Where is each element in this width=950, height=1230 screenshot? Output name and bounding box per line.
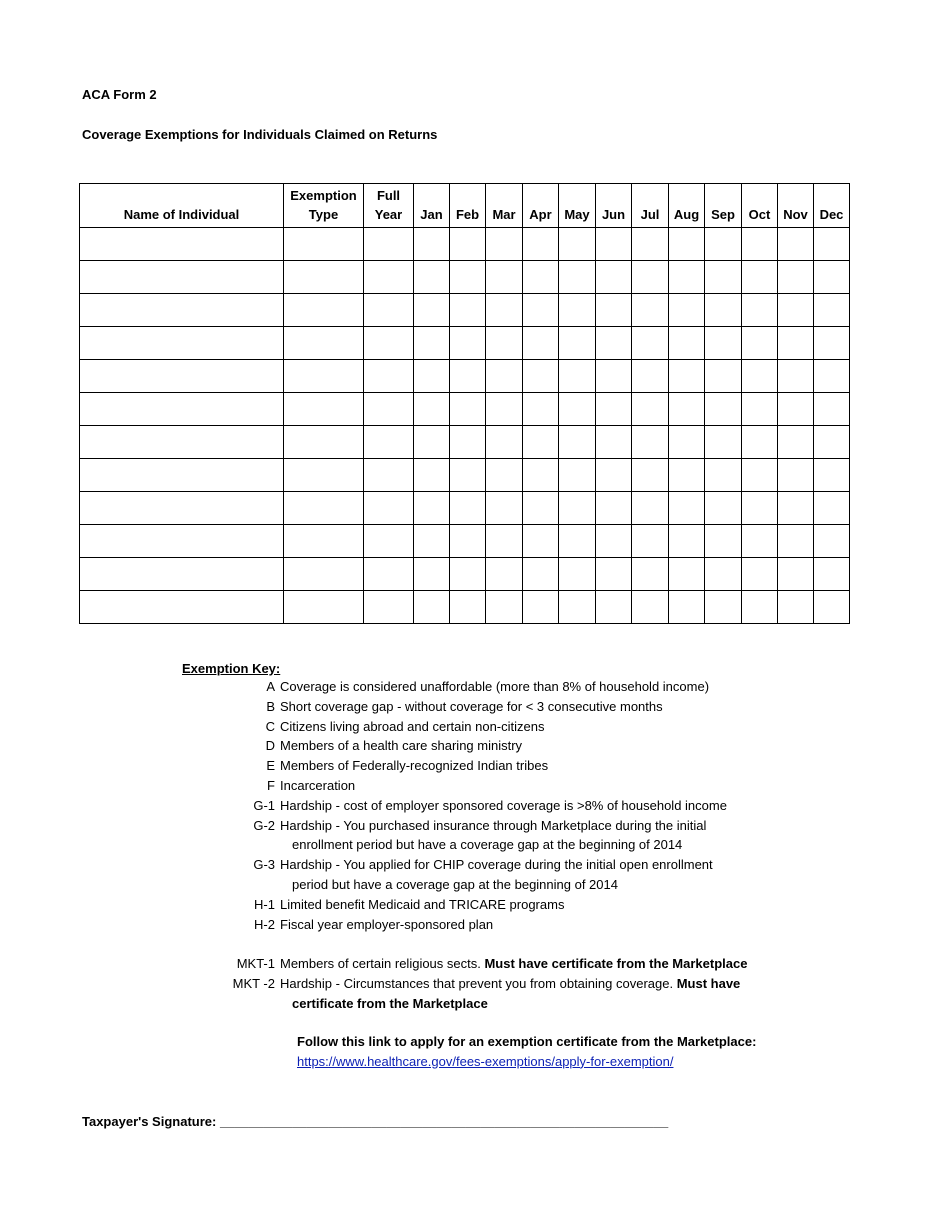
jun-cell[interactable]: [596, 327, 632, 360]
key-item-g2: [182, 816, 800, 856]
feb-cell[interactable]: [450, 228, 486, 261]
may-cell[interactable]: [559, 492, 596, 525]
jan-cell[interactable]: [414, 525, 450, 558]
nov-cell[interactable]: [778, 492, 814, 525]
col-feb: Feb: [450, 184, 486, 228]
mar-cell[interactable]: [486, 591, 523, 624]
aug-cell[interactable]: [669, 591, 705, 624]
table-row: [80, 327, 850, 360]
jul-cell[interactable]: [632, 393, 669, 426]
jul-cell[interactable]: [632, 261, 669, 294]
nov-cell[interactable]: [778, 360, 814, 393]
dec-cell[interactable]: [814, 591, 850, 624]
oct-cell[interactable]: [742, 228, 778, 261]
key-desc-line2: period but have a coverage gap at the beginning of 2014: [292, 876, 618, 892]
exemption-type-cell[interactable]: [284, 327, 364, 360]
key-desc: Incarceration: [280, 777, 356, 793]
exemption-type-cell[interactable]: [284, 261, 364, 294]
mar-cell[interactable]: [486, 393, 523, 426]
may-cell[interactable]: [559, 525, 596, 558]
jun-cell[interactable]: [596, 558, 632, 591]
key-code: MKT -2: [232, 976, 275, 992]
jan-cell[interactable]: [414, 591, 450, 624]
key-code: H-2: [254, 916, 275, 932]
oct-cell[interactable]: [742, 393, 778, 426]
full-year-cell[interactable]: [364, 228, 414, 261]
sep-cell[interactable]: [705, 294, 742, 327]
exemption-type-cell[interactable]: [284, 294, 364, 327]
col-full-line2: Year: [374, 207, 403, 222]
col-jun: Jun: [596, 184, 632, 228]
sep-cell[interactable]: [705, 591, 742, 624]
jun-cell[interactable]: [596, 492, 632, 525]
exemption-type-cell[interactable]: [284, 426, 364, 459]
jul-cell[interactable]: [632, 459, 669, 492]
key-code: D: [265, 738, 275, 754]
key-item-mkt1: [182, 954, 800, 974]
full-year-cell[interactable]: [364, 327, 414, 360]
key-desc: [280, 974, 800, 1014]
aug-cell[interactable]: [669, 558, 705, 591]
mar-cell[interactable]: [486, 426, 523, 459]
jun-cell[interactable]: [596, 360, 632, 393]
jan-cell[interactable]: [414, 492, 450, 525]
key-desc: Limited benefit Medicaid and TRICARE programs: [280, 896, 565, 912]
table-row: [80, 459, 850, 492]
oct-cell[interactable]: [742, 261, 778, 294]
col-nov: Nov: [778, 184, 814, 228]
key-desc: Short coverage gap - without coverage for < 3 consecutive months: [280, 698, 663, 714]
feb-cell[interactable]: [450, 261, 486, 294]
feb-cell[interactable]: [450, 360, 486, 393]
apr-cell[interactable]: [523, 558, 559, 591]
jan-cell[interactable]: [414, 393, 450, 426]
may-cell[interactable]: [559, 294, 596, 327]
aug-cell[interactable]: [669, 360, 705, 393]
key-desc-bold-line2: certificate from the Marketplace: [292, 995, 488, 1011]
key-desc-bold: Must have certificate from the Marketplace: [484, 956, 748, 972]
oct-cell[interactable]: [742, 591, 778, 624]
form-title: ACA Form 2: [82, 87, 157, 102]
jul-cell[interactable]: [632, 525, 669, 558]
mar-cell[interactable]: [486, 294, 523, 327]
name-cell[interactable]: [80, 492, 284, 525]
jun-cell[interactable]: [596, 261, 632, 294]
nov-cell[interactable]: [778, 261, 814, 294]
form-subtitle: Coverage Exemptions for Individuals Claimed on Returns: [82, 127, 438, 142]
col-aug: Aug: [669, 184, 705, 228]
col-exemption-line2: Type: [308, 207, 339, 222]
key-desc: [280, 954, 800, 974]
jul-cell[interactable]: [632, 294, 669, 327]
may-cell[interactable]: [559, 228, 596, 261]
jun-cell[interactable]: [596, 459, 632, 492]
table-row: [80, 261, 850, 294]
key-desc-text: Hardship - Circumstances that prevent you from obtaining coverage.: [280, 976, 677, 992]
table-row: [80, 360, 850, 393]
table-row: [80, 591, 850, 624]
dec-cell[interactable]: [814, 393, 850, 426]
table-row: [80, 393, 850, 426]
name-cell[interactable]: [80, 360, 284, 393]
table-row: [80, 294, 850, 327]
table-header-row: [80, 184, 850, 228]
key-code: B: [266, 698, 275, 714]
jul-cell[interactable]: [632, 492, 669, 525]
key-item-h1: [182, 895, 800, 915]
exemption-key-heading: Exemption Key:: [182, 661, 281, 676]
name-cell[interactable]: [80, 228, 284, 261]
nov-cell[interactable]: [778, 459, 814, 492]
key-code: G-1: [253, 797, 275, 813]
apr-cell[interactable]: [523, 525, 559, 558]
key-item-g1: [182, 796, 800, 816]
key-item-g3: [182, 855, 800, 895]
taxpayer-signature-line[interactable]: Taxpayer's Signature: ______________________________________________________________: [82, 1114, 669, 1129]
jun-cell[interactable]: [596, 393, 632, 426]
jun-cell[interactable]: [596, 228, 632, 261]
jun-cell[interactable]: [596, 525, 632, 558]
oct-cell[interactable]: [742, 294, 778, 327]
full-year-cell[interactable]: [364, 360, 414, 393]
nov-cell[interactable]: [778, 525, 814, 558]
sep-cell[interactable]: [705, 393, 742, 426]
sep-cell[interactable]: [705, 327, 742, 360]
key-desc-line1: Hardship - You applied for CHIP coverage during the initial open enrollment: [280, 857, 713, 873]
may-cell[interactable]: [559, 261, 596, 294]
feb-cell[interactable]: [450, 294, 486, 327]
aug-cell[interactable]: [669, 261, 705, 294]
may-cell[interactable]: [559, 558, 596, 591]
nov-cell[interactable]: [778, 558, 814, 591]
mar-cell[interactable]: [486, 459, 523, 492]
oct-cell[interactable]: [742, 459, 778, 492]
key-code: H-1: [254, 896, 275, 912]
full-year-cell[interactable]: [364, 459, 414, 492]
apr-cell[interactable]: [523, 228, 559, 261]
apr-cell[interactable]: [523, 492, 559, 525]
aug-cell[interactable]: [669, 294, 705, 327]
apr-cell[interactable]: [523, 459, 559, 492]
key-desc-text: Members of certain religious sects.: [280, 956, 485, 972]
name-cell[interactable]: [80, 459, 284, 492]
may-cell[interactable]: [559, 327, 596, 360]
full-year-cell[interactable]: [364, 525, 414, 558]
may-cell[interactable]: [559, 591, 596, 624]
name-cell[interactable]: [80, 393, 284, 426]
aug-cell[interactable]: [669, 327, 705, 360]
apr-cell[interactable]: [523, 327, 559, 360]
mar-cell[interactable]: [486, 492, 523, 525]
exemption-type-cell[interactable]: [284, 459, 364, 492]
coverage-exemption-table: [79, 183, 850, 624]
sep-cell[interactable]: [705, 492, 742, 525]
col-apr: Apr: [523, 184, 559, 228]
key-desc-line1: Hardship - You purchased insurance through Marketplace during the initial: [280, 817, 707, 833]
key-code: E: [266, 758, 275, 774]
nov-cell[interactable]: [778, 228, 814, 261]
col-exemption-line1: Exemption: [290, 188, 357, 203]
jul-cell[interactable]: [632, 558, 669, 591]
jan-cell[interactable]: [414, 426, 450, 459]
oct-cell[interactable]: [742, 525, 778, 558]
aug-cell[interactable]: [669, 492, 705, 525]
exemption-type-cell[interactable]: [284, 360, 364, 393]
name-cell[interactable]: [80, 294, 284, 327]
col-oct: Oct: [742, 184, 778, 228]
jun-cell[interactable]: [596, 426, 632, 459]
dec-cell[interactable]: [814, 492, 850, 525]
key-code: F: [267, 777, 275, 793]
col-sep: Sep: [705, 184, 742, 228]
oct-cell[interactable]: [742, 426, 778, 459]
dec-cell[interactable]: [814, 459, 850, 492]
exemption-type-cell[interactable]: [284, 558, 364, 591]
exemption-type-cell[interactable]: [284, 393, 364, 426]
key-desc: Coverage is considered unaffordable (more than 8% of household income): [280, 679, 710, 694]
mar-cell[interactable]: [486, 261, 523, 294]
apr-cell[interactable]: [523, 426, 559, 459]
key-desc: Members of Federally-recognized Indian tribes: [280, 758, 549, 774]
name-cell[interactable]: [80, 327, 284, 360]
sep-cell[interactable]: [705, 360, 742, 393]
exemption-type-cell[interactable]: [284, 228, 364, 261]
exemption-type-cell[interactable]: [284, 492, 364, 525]
full-year-cell[interactable]: [364, 426, 414, 459]
mar-cell[interactable]: [486, 558, 523, 591]
feb-cell[interactable]: [450, 393, 486, 426]
link-intro: Follow this link to apply for an exemption certificate from the Marketplace:: [297, 1033, 757, 1049]
apr-cell[interactable]: [523, 261, 559, 294]
key-code: G-2: [253, 817, 275, 833]
col-mar: Mar: [486, 184, 523, 228]
name-cell[interactable]: [80, 426, 284, 459]
nov-cell[interactable]: [778, 591, 814, 624]
key-item-a: [182, 677, 800, 697]
jul-cell[interactable]: [632, 228, 669, 261]
col-full-line1: Full: [376, 188, 401, 203]
name-cell[interactable]: [80, 261, 284, 294]
jul-cell[interactable]: [632, 327, 669, 360]
oct-cell[interactable]: [742, 360, 778, 393]
dec-cell[interactable]: [814, 525, 850, 558]
key-item-h2: [182, 915, 800, 935]
exemption-key: [182, 661, 800, 1072]
jul-cell[interactable]: [632, 591, 669, 624]
sep-cell[interactable]: [705, 261, 742, 294]
table-row: [80, 492, 850, 525]
key-code: C: [265, 718, 275, 734]
full-year-cell[interactable]: [364, 558, 414, 591]
name-cell[interactable]: [80, 558, 284, 591]
jun-cell[interactable]: [596, 591, 632, 624]
sep-cell[interactable]: [705, 459, 742, 492]
feb-cell[interactable]: [450, 327, 486, 360]
sep-cell[interactable]: [705, 228, 742, 261]
col-exemption-type: [284, 184, 364, 228]
oct-cell[interactable]: [742, 558, 778, 591]
dec-cell[interactable]: [814, 294, 850, 327]
key-code: MKT-1: [236, 956, 275, 972]
col-jan: Jan: [414, 184, 450, 228]
feb-cell[interactable]: [450, 591, 486, 624]
jul-cell[interactable]: [632, 360, 669, 393]
exemption-application-link[interactable]: https://www.healthcare.gov/fees-exemptions/apply-for-exemption/: [297, 1053, 674, 1069]
jan-cell[interactable]: [414, 459, 450, 492]
dec-cell[interactable]: [814, 261, 850, 294]
name-cell[interactable]: [80, 591, 284, 624]
col-may: May: [559, 184, 596, 228]
feb-cell[interactable]: [450, 525, 486, 558]
col-full-year: [364, 184, 414, 228]
key-desc-line2: enrollment period but have a coverage gap at the beginning of 2014: [292, 837, 683, 853]
key-item-c: [182, 717, 800, 737]
table-row: [80, 426, 850, 459]
nov-cell[interactable]: [778, 327, 814, 360]
mar-cell[interactable]: [486, 228, 523, 261]
table-body: [80, 228, 850, 624]
key-item-f: [182, 776, 800, 796]
exemption-type-cell[interactable]: [284, 591, 364, 624]
oct-cell[interactable]: [742, 327, 778, 360]
nov-cell[interactable]: [778, 294, 814, 327]
key-item-mkt2: [182, 974, 800, 1014]
dec-cell[interactable]: [814, 360, 850, 393]
name-cell[interactable]: [80, 525, 284, 558]
apr-cell[interactable]: [523, 360, 559, 393]
feb-cell[interactable]: [450, 558, 486, 591]
jan-cell[interactable]: [414, 228, 450, 261]
aug-cell[interactable]: [669, 228, 705, 261]
mar-cell[interactable]: [486, 360, 523, 393]
sep-cell[interactable]: [705, 426, 742, 459]
oct-cell[interactable]: [742, 492, 778, 525]
may-cell[interactable]: [559, 393, 596, 426]
key-desc: Hardship - cost of employer sponsored coverage is >8% of household income: [280, 797, 727, 813]
table-row: [80, 228, 850, 261]
may-cell[interactable]: [559, 459, 596, 492]
feb-cell[interactable]: [450, 426, 486, 459]
feb-cell[interactable]: [450, 492, 486, 525]
dec-cell[interactable]: [814, 228, 850, 261]
key-desc: [280, 855, 800, 895]
sep-cell[interactable]: [705, 558, 742, 591]
key-desc: Fiscal year employer-sponsored plan: [280, 916, 494, 932]
col-dec: Dec: [814, 184, 850, 228]
exemption-type-cell[interactable]: [284, 525, 364, 558]
aug-cell[interactable]: [669, 426, 705, 459]
jan-cell[interactable]: [414, 261, 450, 294]
may-cell[interactable]: [559, 360, 596, 393]
jun-cell[interactable]: [596, 294, 632, 327]
nov-cell[interactable]: [778, 426, 814, 459]
full-year-cell[interactable]: [364, 492, 414, 525]
key-code: G-3: [253, 857, 275, 873]
key-desc: [280, 816, 800, 856]
sep-cell[interactable]: [705, 525, 742, 558]
jan-cell[interactable]: [414, 294, 450, 327]
key-desc-bold: Must have: [676, 976, 741, 992]
key-spacer: [182, 934, 800, 954]
mar-cell[interactable]: [486, 327, 523, 360]
dec-cell[interactable]: [814, 558, 850, 591]
dec-cell[interactable]: [814, 327, 850, 360]
aug-cell[interactable]: [669, 459, 705, 492]
full-year-cell[interactable]: [364, 294, 414, 327]
aug-cell[interactable]: [669, 525, 705, 558]
key-desc: Members of a health care sharing ministry: [280, 738, 523, 754]
aug-cell[interactable]: [669, 393, 705, 426]
apr-cell[interactable]: [523, 591, 559, 624]
key-desc: Citizens living abroad and certain non-citizens: [280, 718, 545, 734]
apr-cell[interactable]: [523, 294, 559, 327]
apr-cell[interactable]: [523, 393, 559, 426]
col-jul: Jul: [632, 184, 669, 228]
jan-cell[interactable]: [414, 360, 450, 393]
may-cell[interactable]: [559, 426, 596, 459]
full-year-cell[interactable]: [364, 591, 414, 624]
full-year-cell[interactable]: [364, 393, 414, 426]
mar-cell[interactable]: [486, 525, 523, 558]
key-item-e: [182, 756, 800, 776]
full-year-cell[interactable]: [364, 261, 414, 294]
nov-cell[interactable]: [778, 393, 814, 426]
key-item-d: [182, 736, 800, 756]
table-row: [80, 558, 850, 591]
key-item-b: [182, 697, 800, 717]
jul-cell[interactable]: [632, 426, 669, 459]
key-code: A: [266, 679, 275, 694]
table-row: [80, 525, 850, 558]
col-name-of-individual: Name of Individual: [80, 184, 284, 228]
feb-cell[interactable]: [450, 459, 486, 492]
exemption-link-block: [297, 1032, 800, 1072]
dec-cell[interactable]: [814, 426, 850, 459]
jan-cell[interactable]: [414, 327, 450, 360]
jan-cell[interactable]: [414, 558, 450, 591]
